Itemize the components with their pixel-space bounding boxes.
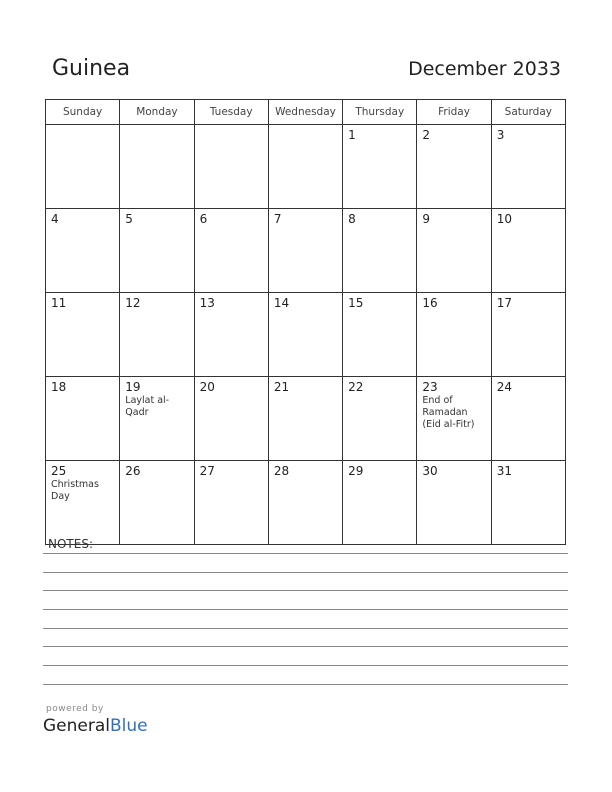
day-number: 11 <box>51 296 67 310</box>
note-line <box>43 590 568 591</box>
calendar-week-row <box>46 125 566 209</box>
day-cell <box>46 293 120 377</box>
day-cell <box>194 209 268 293</box>
day-number: 27 <box>199 464 215 478</box>
day-number: 17 <box>496 296 512 310</box>
weekday-monday: Monday <box>120 100 194 125</box>
weekday-header-row <box>46 100 566 125</box>
day-cell <box>491 125 565 209</box>
day-number: 26 <box>125 464 141 478</box>
day-number: 19 <box>125 380 141 394</box>
day-number: 14 <box>273 296 290 310</box>
note-line <box>43 684 568 685</box>
day-cell <box>120 461 194 545</box>
day-cell <box>491 293 565 377</box>
day-cell <box>194 293 268 377</box>
day-cell <box>46 209 120 293</box>
day-number: 16 <box>422 296 438 310</box>
day-number: 6 <box>199 212 208 226</box>
day-cell <box>343 209 417 293</box>
calendar-body <box>46 125 566 545</box>
day-cell <box>268 461 342 545</box>
day-cell <box>268 377 342 461</box>
brand-general: General <box>43 716 110 736</box>
holiday-label: Laylat al-Qadr <box>125 395 170 418</box>
day-number: 13 <box>199 296 215 310</box>
calendar-week-row <box>46 377 566 461</box>
day-cell <box>417 293 491 377</box>
holiday-label: Christmas Day <box>51 479 99 502</box>
day-number: 12 <box>125 296 141 310</box>
day-cell <box>417 461 491 545</box>
day-number: 22 <box>348 380 364 394</box>
note-line <box>43 665 568 666</box>
day-cell <box>491 377 565 461</box>
weekday-thursday: Thursday <box>343 100 417 125</box>
day-cell <box>491 209 565 293</box>
generalblue-logo <box>43 716 148 736</box>
day-number: 3 <box>496 128 505 142</box>
note-line <box>43 646 568 647</box>
weekday-wednesday: Wednesday <box>268 100 342 125</box>
day-number: 21 <box>273 380 290 394</box>
weekday-saturday: Saturday <box>491 100 565 125</box>
day-cell <box>46 461 120 545</box>
note-line <box>43 609 568 610</box>
calendar-week-row <box>46 293 566 377</box>
day-cell <box>46 125 120 209</box>
note-line <box>43 628 568 629</box>
day-cell <box>417 209 491 293</box>
note-line <box>43 572 568 573</box>
day-cell <box>194 377 268 461</box>
powered-by-text: powered by <box>46 704 104 714</box>
calendar-week-row <box>46 209 566 293</box>
day-number: 1 <box>348 128 356 142</box>
day-cell <box>120 293 194 377</box>
day-cell <box>417 125 491 209</box>
day-number: 8 <box>348 212 356 226</box>
day-cell <box>120 125 194 209</box>
notes-label: NOTES: <box>48 537 93 551</box>
day-number: 23 <box>422 380 438 394</box>
day-cell <box>491 461 565 545</box>
day-cell <box>268 209 342 293</box>
day-number: 7 <box>273 212 282 226</box>
day-cell <box>268 125 342 209</box>
day-cell <box>120 209 194 293</box>
day-cell <box>417 377 491 461</box>
day-number: 15 <box>348 296 364 310</box>
day-cell <box>194 461 268 545</box>
day-number: 10 <box>496 212 512 226</box>
day-cell <box>120 377 194 461</box>
day-number: 18 <box>51 380 67 394</box>
day-cell <box>343 293 417 377</box>
brand-blue: Blue <box>110 716 148 736</box>
weekday-sunday: Sunday <box>46 100 120 125</box>
day-number: 5 <box>125 212 133 226</box>
day-cell <box>343 377 417 461</box>
weekday-friday: Friday <box>417 100 491 125</box>
day-number: 29 <box>348 464 364 478</box>
day-number: 30 <box>422 464 438 478</box>
day-number: 2 <box>422 128 431 142</box>
day-number: 24 <box>496 380 512 394</box>
day-cell <box>46 377 120 461</box>
note-line <box>43 553 568 554</box>
month-year-title: December 2033 <box>408 58 561 80</box>
day-number: 20 <box>199 380 215 394</box>
day-cell <box>343 125 417 209</box>
holiday-label: End of Ramadan (Eid al-Fitr) <box>422 395 475 430</box>
country-title: Guinea <box>52 56 131 81</box>
day-cell <box>343 461 417 545</box>
day-number: 4 <box>51 212 59 226</box>
calendar-grid <box>45 99 566 545</box>
day-cell <box>194 125 268 209</box>
day-number: 28 <box>273 464 290 478</box>
day-cell <box>268 293 342 377</box>
day-number: 31 <box>496 464 512 478</box>
day-number: 9 <box>422 212 431 226</box>
day-number: 25 <box>51 464 67 478</box>
calendar-week-row <box>46 461 566 545</box>
weekday-tuesday: Tuesday <box>194 100 268 125</box>
